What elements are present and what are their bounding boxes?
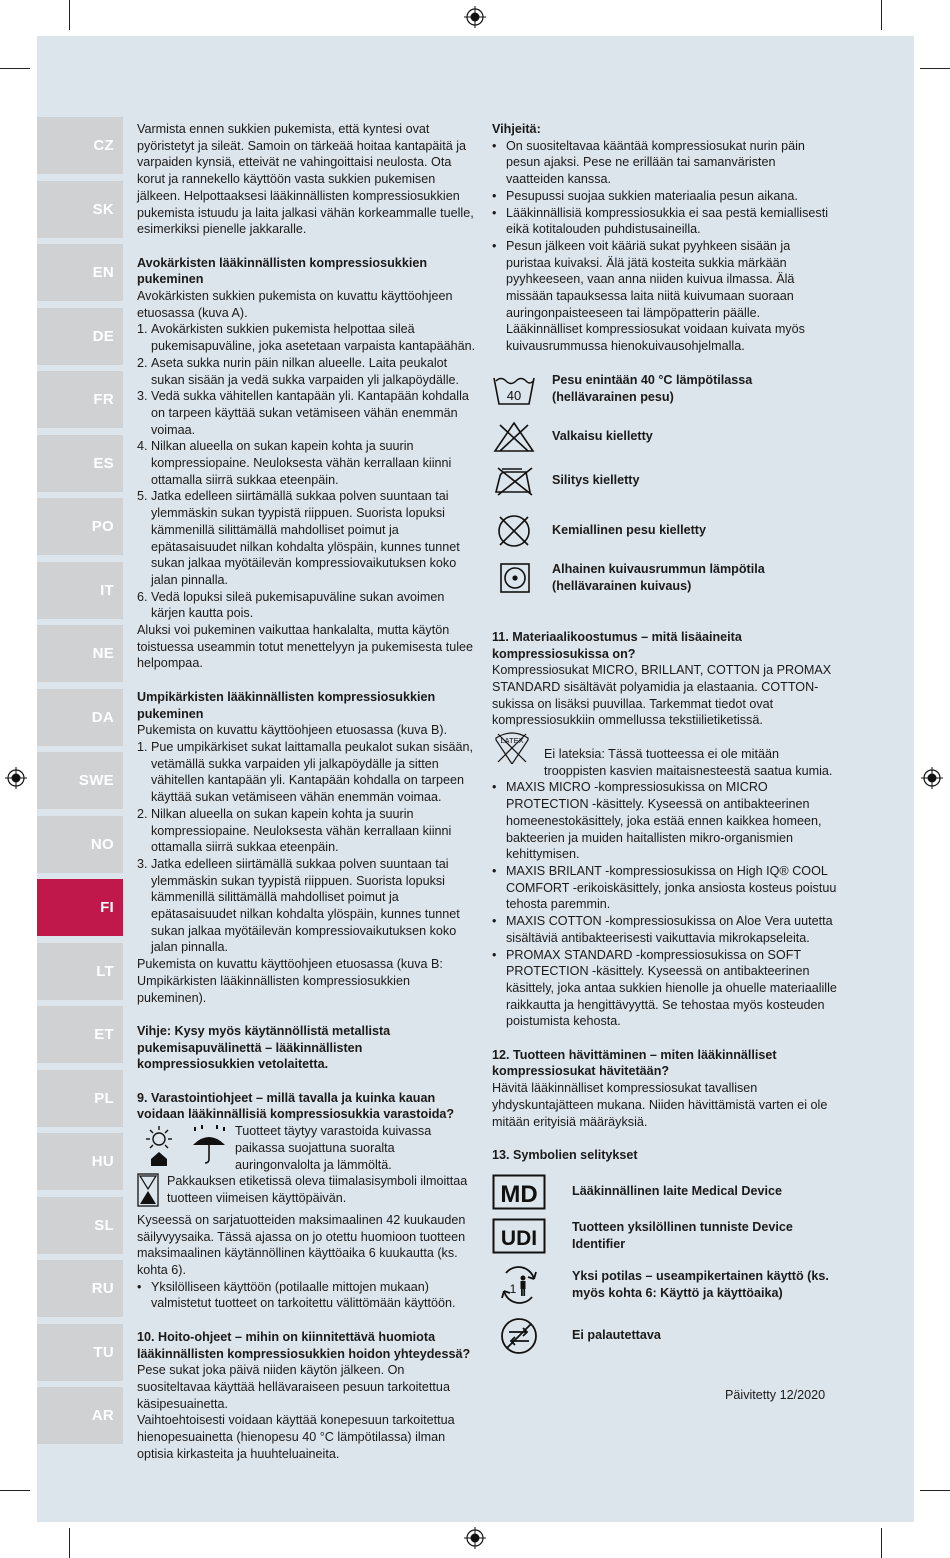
latex-label: LATEX bbox=[500, 736, 524, 746]
tab-da[interactable]: DA bbox=[37, 689, 123, 746]
updated-date: Päivitetty 12/2020 bbox=[725, 1388, 826, 1402]
list-item bbox=[137, 488, 480, 588]
tab-po[interactable]: PO bbox=[37, 498, 123, 555]
single-patient-icon bbox=[492, 1265, 546, 1305]
udi-label: UDI bbox=[500, 1226, 538, 1250]
step-number: 1. bbox=[137, 322, 148, 337]
crop-mark bbox=[0, 1490, 30, 1491]
tab-lt[interactable]: LT bbox=[37, 943, 123, 1000]
open-toe-intro: Avokärkisten sukkien pukemista on kuvattu käyttöohjeen etuosassa (kuva A). bbox=[137, 289, 453, 320]
crop-mark bbox=[0, 68, 30, 69]
care-symbol-label: Kemiallinen pesu kielletty bbox=[552, 523, 706, 538]
list-item bbox=[137, 739, 480, 806]
tab-it[interactable]: IT bbox=[37, 562, 123, 619]
bullet-text: MAXIS COTTON -kompressiosukissa on Aloe Vera uutetta sisältäviä antibakteerisesti vaikuttavia mikrokapseleita. bbox=[506, 914, 833, 945]
latex-free-icon bbox=[492, 730, 532, 764]
wash-temperature-label: 40 bbox=[506, 387, 522, 403]
step-text: Jatka edelleen siirtämällä sukkaa polven suuntaan tai ylemmäskin sukan tyypistä riippuen. Suorista lopuksi kämmenillä silittämällä mahdolliset poimut ja epätasaisuudet nilkan kohdalta ylöspäin, kunnes tunnet sukan jalkaa myötäilevän kompressiovaikutuksen koko jalan pinnalla. bbox=[151, 489, 460, 587]
step-text: Nilkan alueella on sukan kapein kohta ja suurin kompressiopaine. Neuloksesta vähän kerrallaan kiinni ottamalla siirrä sukkaa eteenpäin. bbox=[151, 806, 452, 855]
storage-heading: 9. Varastointiohjeet – millä tavalla ja kuinka kauan voidaan lääkinnällisiä kompressiosukkia varastoida? bbox=[137, 1090, 455, 1122]
open-toe-steps bbox=[137, 321, 480, 622]
tab-es[interactable]: ES bbox=[37, 435, 123, 492]
symbol-icon-wrap bbox=[492, 1316, 572, 1356]
symbol-row bbox=[492, 1312, 837, 1360]
symbols-heading: 13. Symbolien selitykset bbox=[492, 1147, 638, 1162]
latex-row bbox=[492, 712, 837, 779]
care-heading: 10. Hoito-ohjeet – mihin on kiinnitettävä huomiota lääkinnällisten kompressiosukkien hoidon yhteydessä? bbox=[137, 1329, 471, 1361]
bullet-text: Lääkinnällisiä kompressiosukkia ei saa pestä kemiallisesti eikä kotitalouden puhdistusaineilla. bbox=[506, 205, 828, 237]
list-item bbox=[137, 806, 480, 856]
registration-mark-icon bbox=[5, 767, 27, 789]
storage-text: Tuotteet täytyy varastoida kuivassa paikassa suojattuna suoralta auringonvalolta ja lämmöltä. bbox=[235, 1124, 432, 1172]
hourglass-text: Pakkauksen etiketissä oleva tiimalasisymboli ilmoittaa tuotteen viimeisen käyttöpäivän. bbox=[167, 1174, 468, 1205]
no-dry-clean-icon bbox=[492, 513, 536, 549]
tab-fi[interactable]: FI bbox=[37, 879, 123, 936]
step-number: 5. bbox=[137, 489, 148, 504]
crop-mark bbox=[69, 0, 70, 30]
intro-paragraph: Varmista ennen sukkien pukemista, että kyntesi ovat pyöristetyt ja sileät. Samoin on tärkeää hoitaa kantapäitä ja varpaiden kynsiä, etteivät ne vahingoittaisi neulosta. Ota korut ja rannekello käyttöön vasta sukkien pukemisen jälkeen. Helpottaaksesi lääkinnällisten kompressiosukkien pukemista istuudu ja laita jalkasi vähän korkeammalle tuelle, esimerkiksi pienelle jakkaralle. bbox=[137, 122, 474, 237]
left-column bbox=[137, 121, 480, 1462]
umbrella-icon bbox=[189, 1125, 229, 1167]
hourglass-row bbox=[137, 1173, 480, 1212]
storage-icons bbox=[137, 1123, 235, 1173]
care-symbol-icon-wrap bbox=[492, 562, 552, 594]
symbol-explanations bbox=[492, 1170, 837, 1360]
tab-hu[interactable]: HU bbox=[37, 1133, 123, 1190]
non-returnable-icon bbox=[492, 1316, 546, 1356]
storage-row bbox=[137, 1123, 480, 1173]
single-patient-number: 1 bbox=[509, 1281, 517, 1296]
no-bleach-icon bbox=[492, 421, 536, 453]
step-number: 3. bbox=[137, 389, 148, 404]
list-item bbox=[137, 321, 480, 354]
bullet-text: On suositeltavaa kääntää kompressiosukat nurin päin pesun ajaksi. Pese ne erillään tai samanväristen vaatteiden kanssa. bbox=[506, 138, 805, 187]
crop-mark bbox=[920, 1490, 950, 1491]
care-symbol-row bbox=[492, 561, 837, 595]
tab-ne[interactable]: NE bbox=[37, 625, 123, 682]
tab-et[interactable]: ET bbox=[37, 1006, 123, 1063]
bullet-icon: • bbox=[492, 205, 497, 220]
list-item bbox=[137, 1279, 480, 1312]
udi-icon bbox=[492, 1218, 546, 1254]
symbol-icon-wrap bbox=[492, 1218, 572, 1254]
symbol-row bbox=[492, 1170, 837, 1214]
bullet-icon: • bbox=[137, 1279, 142, 1294]
tab-ru[interactable]: RU bbox=[37, 1260, 123, 1317]
closed-toe-intro: Pukemista on kuvattu käyttöohjeen etuosassa (kuva B). bbox=[137, 723, 448, 738]
registration-mark-icon bbox=[921, 767, 943, 789]
registration-mark-icon bbox=[464, 1527, 486, 1549]
closed-toe-heading: Umpikärkisten lääkinnällisten kompressiosukkien pukeminen bbox=[137, 689, 436, 721]
latex-icon-wrap bbox=[492, 712, 544, 779]
no-iron-icon bbox=[492, 466, 536, 496]
care-symbol-row bbox=[492, 413, 837, 461]
care-symbol-label: Silitys kielletty bbox=[552, 473, 640, 488]
bullet-text: Yksilölliseen käyttöön (potilaalle mittojen mukaan) valmistetut tuotteet on tarkoitettu välittömään käyttöön. bbox=[151, 1279, 456, 1311]
sun-house-icon bbox=[137, 1125, 181, 1167]
list-item bbox=[137, 355, 480, 388]
care-symbol-icon-wrap bbox=[492, 421, 552, 453]
care-symbol-label: Valkaisu kielletty bbox=[552, 429, 653, 444]
tab-no[interactable]: NO bbox=[37, 816, 123, 873]
tab-de[interactable]: DE bbox=[37, 308, 123, 365]
care-text-1: Pese sukat joka päivä niiden käytön jälkeen. On suositeltavaa käyttää hellävaraiseen pesuun tarkoitettua käsipesuainetta. bbox=[137, 1363, 450, 1411]
material-text: Kompressiosukat MICRO, BRILLANT, COTTON ja PROMAX STANDARD sisältävät polyamidia ja elastaania. COTTON-sukissa on lisäksi puuvillaa. Tarkemmat tiedot ovat kompressiosukkiin ommellussa tekstiilietiketissä. bbox=[492, 663, 832, 728]
step-number: 4. bbox=[137, 439, 148, 454]
step-number: 1. bbox=[137, 739, 148, 754]
shelf-life-text: Kyseessä on sarjatuotteiden maksimaalinen 42 kuukauden säilyvyysaika. Tässä ajassa on jo otettu huomioon tuotteen maksimaalinen käytännöllinen käyttöaika 6 kuukautta (ks. kohta 6). bbox=[137, 1212, 466, 1278]
list-item bbox=[492, 205, 837, 238]
list-item bbox=[492, 779, 837, 863]
list-item bbox=[492, 863, 837, 913]
bullet-icon: • bbox=[492, 914, 497, 929]
step-text: Pue umpikärkiset sukat laittamalla peukalot sukan sisään, vetämällä sukka varpaiden yli jalkapöydälle ja sitten vähitellen kantapään yli. Kantapään kohdalla on tarpeen käyttää sukan vetämiseen vähän enemmän voimaa. bbox=[151, 739, 474, 805]
tab-fr[interactable]: FR bbox=[37, 371, 123, 428]
symbol-row bbox=[492, 1214, 837, 1258]
tab-sk[interactable]: SK bbox=[37, 181, 123, 238]
symbol-label: Tuotteen yksilöllinen tunniste Device Identifier bbox=[572, 1219, 793, 1251]
step-number: 6. bbox=[137, 589, 148, 604]
bullet-text: MAXIS BRILANT -kompressiosukissa on High IQ® COOL COMFORT -erikoiskäsittely, jonka ansiosta kosteus poistuu tehosta paremmin. bbox=[506, 863, 837, 912]
disposal-text: Hävitä lääkinnälliset kompressiosukat tavallisen yhdyskuntajätteen mukana. Niiden hävittämistä varten ei ole mitään erityisiä määräyksiä. bbox=[492, 1081, 828, 1129]
bullet-icon: • bbox=[492, 238, 497, 253]
step-number: 2. bbox=[137, 355, 148, 370]
md-icon bbox=[492, 1174, 546, 1210]
tips-heading: Vihjeitä: bbox=[492, 122, 541, 136]
bullet-text: PROMAX STANDARD -kompressiosukissa on SOFT PROTECTION -käsittely. Kyseessä on antibakteerinen käsittely, joka antaa sukkien hienolle ja ohuelle materiaalille raikkautta ja hengittävyyttä. Se tehostaa myös kosteuden poistumista kehosta. bbox=[506, 947, 837, 1029]
latex-text: Ei lateksia: Tässä tuotteessa ei ole mitään trooppisten kasvien maitaisnesteestä saatua kumia. bbox=[544, 747, 833, 778]
care-symbol-icon-wrap bbox=[492, 466, 552, 496]
bullet-icon: • bbox=[492, 188, 497, 203]
symbol-label: Lääkinnällinen laite Medical Device bbox=[572, 1184, 782, 1199]
tab-cz[interactable]: CZ bbox=[37, 117, 123, 174]
step-text: Avokärkisten sukkien pukemista helpottaa sileä pukemisapuväline, joka asetetaan varpaista kantapäähän. bbox=[151, 322, 476, 354]
md-label: MD bbox=[500, 1180, 538, 1208]
bullet-icon: • bbox=[492, 947, 497, 962]
symbol-row bbox=[492, 1258, 837, 1312]
tab-pl[interactable]: PL bbox=[37, 1070, 123, 1127]
list-item bbox=[137, 438, 480, 488]
list-item bbox=[137, 388, 480, 438]
list-item bbox=[492, 238, 837, 355]
material-heading: 11. Materiaalikoostumus – mitä lisäaineita kompressiosukissa on? bbox=[492, 629, 742, 661]
care-symbols bbox=[492, 365, 837, 595]
step-text: Jatka edelleen siirtämällä sukkaa polven suuntaan tai ylemmäskin sukan tyypistä riippuen. Suorista lopuksi kämmenillä silittämällä mahdolliset poimut ja epätasaisuudet nilkan kohdalta ylöspäin, kunnes tunnet sukan jalkaa myötäilevän kompressiovaikutuksen koko jalan pinnalla. bbox=[151, 856, 460, 955]
list-item bbox=[492, 913, 837, 946]
bullet-icon: • bbox=[492, 863, 497, 878]
bullet-text: Pesun jälkeen voit kääriä sukat pyyhkeen sisään ja puristaa kuivaksi. Älä jätä kosteita sukkia märkään pyyhkeeseen, vaan anna niiden kuivua ilmassa. Älä missään tapauksessa laita niitä kuivumaan suoraan auringonpaisteeseen tai lämpöpatterin päälle. Lääkinnälliset kompressiosukat voidaan kuivata myös kuivausrummussa hienokuivausohjelmalla. bbox=[506, 238, 805, 354]
list-item bbox=[137, 856, 480, 956]
tip-text: Vihje: Kysy myös käytännöllistä metallista pukemisapuvälinettä – lääkinnällisten kompressiosukkien vetolaitetta. bbox=[137, 1023, 391, 1072]
crop-mark bbox=[881, 1528, 882, 1558]
crop-mark bbox=[69, 1528, 70, 1558]
crop-mark bbox=[881, 0, 882, 30]
hourglass-icon-wrap bbox=[137, 1173, 167, 1212]
tab-ar[interactable]: AR bbox=[37, 1387, 123, 1444]
tab-swe[interactable]: SWE bbox=[37, 752, 123, 809]
bullet-text: MAXIS MICRO -kompressiosukissa on MICRO PROTECTION -käsittely. Kyseessä on antibakteerinen homeenestokäsittely, joka estää ennen kaikkea homeen, bakteerien ja muiden haitallisten mikro-organismien kehittymisen. bbox=[506, 780, 822, 862]
bullet-text: Pesupussi suojaa sukkien materiaalia pesun aikana. bbox=[506, 188, 798, 203]
list-item bbox=[137, 589, 480, 622]
closed-toe-outro: Pukemista on kuvattu käyttöohjeen etuosassa (kuva B: Umpikärkisten lääkinnällisten kompressiosukkien pukeminen). bbox=[137, 957, 443, 1005]
open-toe-heading: Avokärkisten lääkinnällisten kompressiosukkien pukeminen bbox=[137, 255, 428, 287]
open-toe-outro: Aluksi voi pukeminen vaikuttaa hankalalta, mutta käytön toistuessa useammin totut menettelyyn ja pukemisesta tulee helpompaa. bbox=[137, 623, 474, 671]
step-text: Nilkan alueella on sukan kapein kohta ja suurin kompressiopaine. Neuloksesta vähän kerrallaan kiinni ottamalla siirrä sukkaa eteenpäin. bbox=[151, 439, 452, 487]
registration-mark-icon bbox=[464, 6, 486, 28]
care-text-2: Vaihtoehtoisesti voidaan käyttää konepesuun tarkoitettua hienopesuainetta (hienopesu 40 °C lämpötilassa) ilman optisia kirkasteita ja huuhteluaineita. bbox=[137, 1413, 455, 1461]
symbol-label: Yksi potilas – useampikertainen käyttö (ks. myös kohta 6: Käyttö ja käyttöaika) bbox=[572, 1268, 829, 1300]
symbol-icon-wrap bbox=[492, 1265, 572, 1305]
list-item bbox=[492, 188, 837, 205]
tumble-dry-low-icon bbox=[492, 562, 536, 594]
bullet-icon: • bbox=[492, 780, 497, 795]
care-symbol-row bbox=[492, 461, 837, 501]
step-number: 3. bbox=[137, 856, 148, 871]
step-number: 2. bbox=[137, 806, 148, 821]
step-text: Vedä lopuksi sileä pukemisapuväline sukan avoimen kärjen kautta pois. bbox=[151, 589, 445, 621]
disposal-heading: 12. Tuotteen hävittäminen – miten lääkinnälliset kompressiosukat hävitetään? bbox=[492, 1047, 777, 1079]
care-symbol-icon-wrap bbox=[492, 372, 552, 406]
care-symbol-row bbox=[492, 501, 837, 561]
care-symbol-label: Alhainen kuivausrummun lämpötila (hellävarainen kuivaus) bbox=[552, 562, 765, 593]
crop-mark bbox=[920, 68, 950, 69]
symbol-icon-wrap bbox=[492, 1174, 572, 1210]
right-column bbox=[492, 121, 837, 1360]
tab-tu[interactable]: TU bbox=[37, 1324, 123, 1381]
symbol-label: Ei palautettava bbox=[572, 1328, 661, 1343]
care-symbol-row bbox=[492, 365, 837, 413]
step-text: Aseta sukka nurin päin nilkan alueelle. Laita peukalot sukan sisään ja vedä sukka varpaiden yli jalkapöydälle. bbox=[151, 355, 460, 387]
list-item bbox=[492, 947, 837, 1031]
tab-en[interactable]: EN bbox=[37, 244, 123, 301]
bullet-icon: • bbox=[492, 138, 497, 153]
care-symbol-label: Pesu enintään 40 °C lämpötilassa (hellävarainen pesu) bbox=[552, 373, 753, 404]
wash-40-icon bbox=[492, 372, 536, 406]
closed-toe-steps bbox=[137, 739, 480, 956]
list-item bbox=[492, 138, 837, 188]
care-symbol-icon-wrap bbox=[492, 513, 552, 549]
step-text: Vedä sukka vähitellen kantapään yli. Kantapään kohdalla on tarpeen käyttää sukan vetämiseen vähän enemmän voimaa. bbox=[151, 389, 469, 437]
tab-sl[interactable]: SL bbox=[37, 1197, 123, 1254]
hourglass-icon bbox=[137, 1173, 159, 1207]
